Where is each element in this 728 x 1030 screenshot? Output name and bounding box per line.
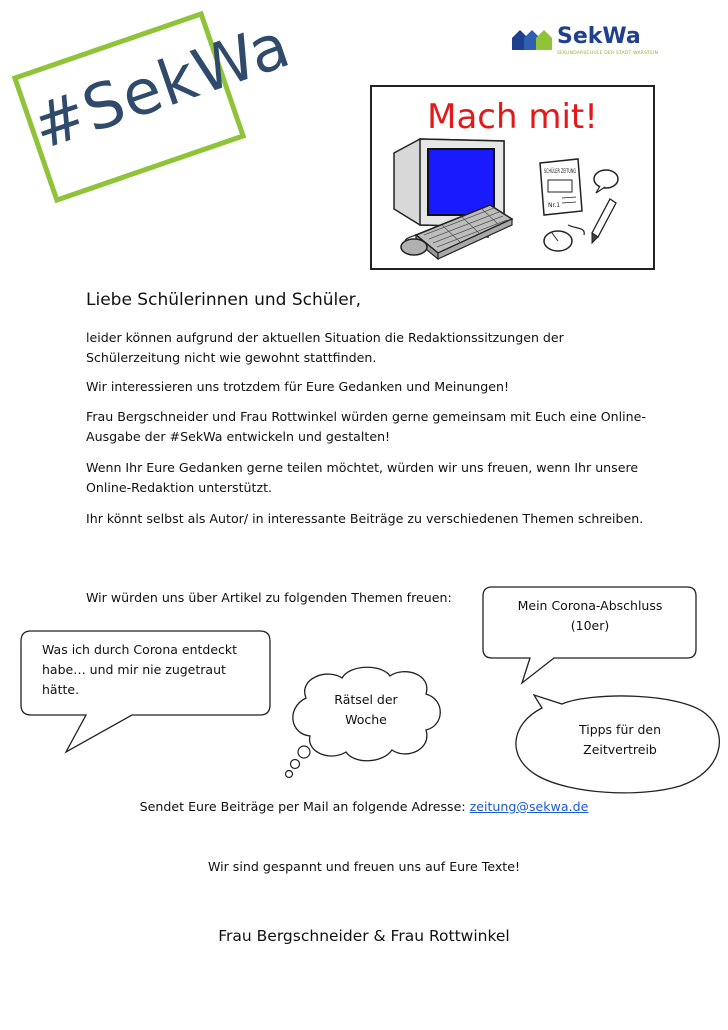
paragraph-join-redaction: Wenn Ihr Eure Gedanken gerne teilen möchtet, würden wir uns freuen, wenn Ihr unsere Online-Redaktion unterstützt. [86, 460, 639, 495]
closing-line: Wir sind gespannt und freuen uns auf Eure Texte! [207, 859, 521, 874]
bubble-line: Zeitvertreib [583, 742, 657, 757]
paragraph-situation: leider können aufgrund der aktuellen Situation die Redaktionssitzungen der Schülerzeitung nicht wie gewohnt stattfinden. [86, 330, 564, 365]
stamp-text: #SekWa [23, 7, 300, 164]
logo-mark-icon [510, 28, 554, 54]
bubble-corona-graduation [482, 586, 698, 686]
bubble-line: Was ich durch Corona entdeckt [42, 642, 238, 657]
bubble-line: Woche [345, 712, 387, 727]
logo-name: SekWa [557, 24, 641, 49]
newspaper-issue: Nr.1 [548, 202, 561, 209]
logo-tagline: SEKUNDARSCHULE DER STADT WARSTEIN [557, 51, 659, 56]
computer-illustration [372, 87, 655, 270]
newspaper-heading: SCHÜLER ZEITUNG [544, 168, 577, 175]
mach-mit-title: Mach mit! [427, 97, 598, 137]
greeting: Liebe Schülerinnen und Schüler, [86, 290, 362, 310]
newspaper-icon [540, 159, 582, 215]
speech-bubble-icon [594, 170, 618, 193]
email-link[interactable]: zeitung@sekwa.de [469, 799, 589, 814]
signature: Frau Bergschneider & Frau Rottwinkel [218, 927, 510, 945]
paragraph-author: Ihr könnt selbst als Autor/ in interessante Beiträge zu verschiedenen Themen schreiben. [86, 511, 644, 526]
send-instruction [0, 799, 728, 814]
thought-bubble-puzzle [276, 664, 456, 784]
send-text: Sendet Eure Beiträge per Mail an folgende Adresse: [139, 799, 470, 814]
hashtag-stamp [12, 7, 300, 203]
sekwa-logo [510, 24, 659, 60]
bubble-line: hätte. [42, 682, 80, 697]
paragraph-interest: Wir interessieren uns trotzdem für Eure Gedanken und Meinungen! [86, 379, 510, 394]
mach-mit-illustration-box [370, 85, 655, 270]
bubble-line: (10er) [570, 618, 610, 633]
computer-mouse-icon [544, 225, 584, 251]
bubble-line: Mein Corona-Abschluss [517, 598, 663, 613]
bubble-line: Tipps für den [578, 722, 662, 737]
paragraph-online-edition: Frau Bergschneider und Frau Rottwinkel würden gerne gemeinsam mit Euch eine Online-Ausgabe der #SekWa entwickeln und gestalten! [86, 409, 646, 444]
themes-intro: Wir würden uns über Artikel zu folgenden Themen freuen: [86, 590, 452, 605]
bubble-tips [510, 694, 724, 794]
pencil-icon [592, 199, 616, 243]
bubble-line: Rätsel der [334, 692, 398, 707]
bubble-line: habe… und mir nie zugetraut [42, 662, 226, 677]
bubble-corona-discovered [20, 630, 272, 754]
